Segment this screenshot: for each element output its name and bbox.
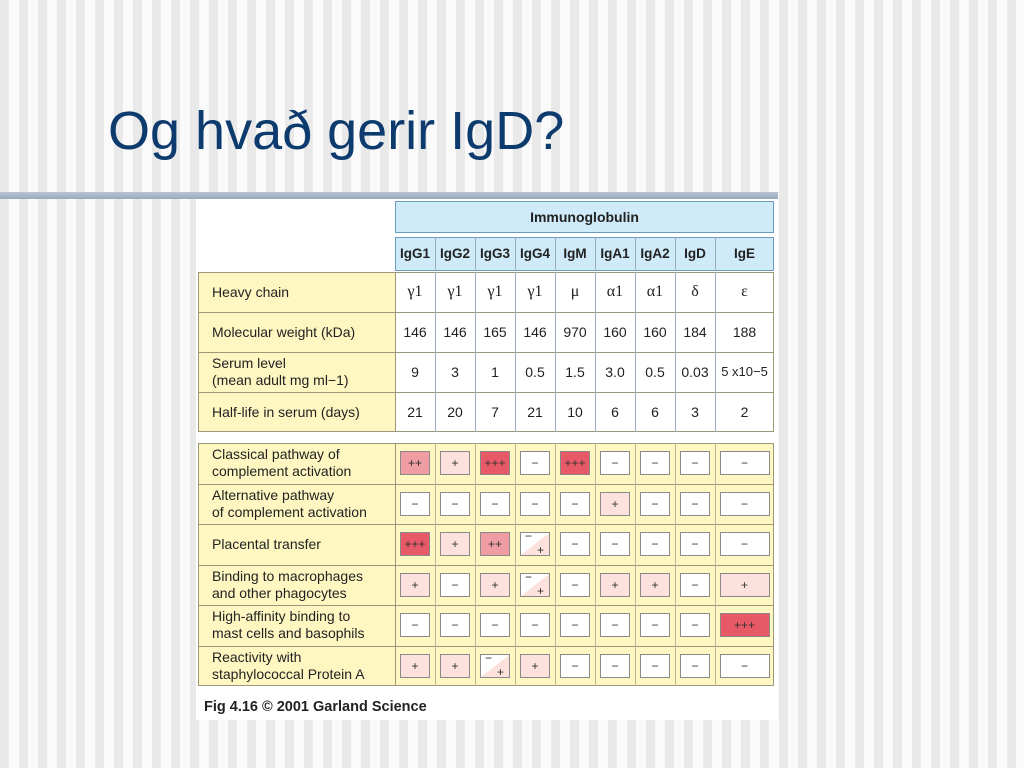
- activity-cell: +: [400, 573, 430, 597]
- column-divider: [555, 352, 556, 392]
- column-divider: [635, 646, 636, 687]
- column-divider: [435, 484, 436, 525]
- activity-cell: +++: [480, 451, 510, 475]
- value-cell: 146: [443, 324, 467, 340]
- column-divider: [595, 392, 596, 432]
- column-divider: [715, 484, 716, 525]
- value-cell: 0.5: [525, 364, 545, 380]
- column-divider: [475, 443, 476, 484]
- activity-cell: +++: [720, 613, 770, 637]
- activity-cell: −: [640, 532, 670, 556]
- column-divider: [635, 605, 636, 646]
- activity-cell: +: [600, 573, 630, 597]
- column-header-igd: IgD: [684, 246, 706, 261]
- value-cell: 165: [483, 324, 507, 340]
- row-divider: [198, 646, 774, 647]
- value-cell: γ1: [447, 283, 463, 300]
- value-cell: 21: [407, 404, 423, 420]
- activity-cell: +: [400, 654, 430, 678]
- column-divider: [435, 312, 436, 352]
- column-divider: [475, 392, 476, 432]
- value-cell: α1: [646, 283, 664, 300]
- column-divider: [595, 524, 596, 565]
- column-divider: [555, 312, 556, 352]
- row-label-line: complement activation: [212, 463, 352, 480]
- row-label: [212, 446, 351, 480]
- column-divider: [435, 392, 436, 432]
- column-divider: [675, 646, 676, 687]
- column-divider: [435, 646, 436, 687]
- column-divider: [595, 352, 596, 392]
- value-cell: 2: [740, 404, 749, 420]
- column-divider: [715, 646, 716, 687]
- row-label: [212, 355, 349, 389]
- column-divider: [635, 237, 636, 271]
- value-cell: γ1: [487, 283, 503, 300]
- column-header-igg2: IgG2: [439, 246, 470, 261]
- value-cell: 146: [523, 324, 547, 340]
- row-label-line: Half-life in serum (days): [212, 403, 360, 420]
- value-cell: 6: [611, 404, 619, 420]
- column-divider: [595, 312, 596, 352]
- value-cell: 0.03: [681, 364, 709, 380]
- row-label-line: Serum level: [212, 355, 286, 371]
- column-divider: [595, 605, 596, 646]
- column-divider: [475, 272, 476, 312]
- activity-cell: −: [600, 613, 630, 637]
- row-divider: [198, 352, 774, 353]
- row-label: [212, 324, 355, 340]
- column-divider: [635, 443, 636, 484]
- value-cell: 7: [491, 404, 499, 420]
- activity-cell: ++: [400, 451, 430, 475]
- column-divider: [555, 484, 556, 525]
- activity-cell: −: [640, 451, 670, 475]
- column-divider: [635, 352, 636, 392]
- activity-cell: −: [640, 654, 670, 678]
- row-label-line: Binding to macrophages: [212, 567, 363, 584]
- column-divider: [555, 237, 556, 271]
- value-cell: 3: [691, 404, 699, 420]
- column-divider: [595, 272, 596, 312]
- row-label-line: staphylococcal Protein A: [212, 665, 365, 682]
- column-divider: [515, 646, 516, 687]
- variable-minus-mark: −: [485, 650, 493, 665]
- variable-plus-mark: +: [496, 664, 504, 679]
- activity-cell: +: [600, 492, 630, 516]
- activity-cell: ++: [480, 532, 510, 556]
- activity-cell: −: [680, 532, 710, 556]
- variable-plus-mark: +: [536, 543, 544, 558]
- column-divider: [675, 484, 676, 525]
- column-divider: [515, 443, 516, 484]
- activity-cell: −: [480, 613, 510, 637]
- value-cell: 970: [563, 324, 587, 340]
- value-cell: 9: [411, 364, 419, 380]
- column-divider: [635, 524, 636, 565]
- activity-cell: +: [440, 654, 470, 678]
- column-divider: [595, 237, 596, 271]
- row-label-line: and other phagocytes: [212, 584, 347, 601]
- column-divider: [715, 352, 716, 392]
- row-label-line: Heavy chain: [212, 283, 290, 300]
- activity-cell: +++: [560, 451, 590, 475]
- column-divider: [515, 312, 516, 352]
- variable-minus-mark: −: [525, 569, 533, 584]
- column-divider: [635, 312, 636, 352]
- value-cell: 188: [732, 324, 757, 340]
- column-divider: [715, 443, 716, 484]
- column-header-igg3: IgG3: [479, 246, 510, 261]
- value-cell: 160: [603, 324, 627, 340]
- column-divider: [515, 392, 516, 432]
- column-divider: [675, 237, 676, 271]
- row-label-line: of complement activation: [212, 503, 367, 520]
- activity-cell: −: [680, 451, 710, 475]
- column-divider: [595, 565, 596, 606]
- activity-cell: −: [680, 573, 710, 597]
- column-divider: [475, 605, 476, 646]
- activity-cell: +: [520, 654, 550, 678]
- value-cell: 0.5: [645, 364, 665, 380]
- activity-cell: +: [480, 573, 510, 597]
- row-label: [212, 536, 321, 553]
- column-divider: [715, 524, 716, 565]
- activity-cell: +++: [400, 532, 430, 556]
- column-divider: [635, 484, 636, 525]
- activity-cell: −: [480, 492, 510, 516]
- activity-cell: −: [560, 654, 590, 678]
- column-divider: [715, 237, 716, 271]
- value-cell: α1: [606, 283, 624, 300]
- column-divider: [555, 392, 556, 432]
- activity-cell: −: [520, 613, 550, 637]
- row-label-line: mast cells and basophils: [212, 625, 365, 642]
- activity-cell: −: [720, 451, 770, 475]
- column-divider: [595, 646, 596, 687]
- immunoglobulin-table-figure: [196, 199, 778, 720]
- slide-title: Og hvað gerir IgD?: [108, 101, 565, 161]
- column-header-iga1: IgA1: [600, 246, 630, 261]
- figure-caption: Fig 4.16 © 2001 Garland Science: [204, 699, 427, 715]
- row-label: [212, 649, 365, 683]
- column-divider: [475, 312, 476, 352]
- column-divider: [555, 605, 556, 646]
- variable-plus-mark: +: [536, 583, 544, 598]
- column-divider: [515, 272, 516, 312]
- activity-cell: −: [560, 613, 590, 637]
- value-cell: γ1: [407, 283, 423, 300]
- column-divider: [635, 565, 636, 606]
- activity-cell: +: [640, 573, 670, 597]
- row-label-line: (mean adult mg ml−1): [212, 372, 349, 388]
- table-header-immunoglobulin: Immunoglobulin: [395, 201, 774, 233]
- column-divider: [515, 524, 516, 565]
- column-header-igg1: IgG1: [399, 246, 430, 261]
- row-divider: [198, 392, 774, 393]
- activity-cell: −: [680, 654, 710, 678]
- value-cell: 160: [643, 324, 667, 340]
- column-divider: [435, 605, 436, 646]
- column-divider: [435, 272, 436, 312]
- row-divider: [198, 605, 774, 606]
- row-label-line: High-affinity binding to: [212, 608, 351, 625]
- column-divider: [675, 272, 676, 312]
- value-cell: ε: [741, 283, 748, 300]
- row-divider: [198, 524, 774, 525]
- value-cell: 184: [683, 324, 707, 340]
- column-divider: [675, 392, 676, 432]
- activity-cell: −: [600, 451, 630, 475]
- column-divider: [435, 524, 436, 565]
- column-divider: [595, 443, 596, 484]
- activity-cell: −: [560, 532, 590, 556]
- activity-cell: −: [640, 492, 670, 516]
- row-label: [212, 284, 289, 300]
- column-divider: [675, 352, 676, 392]
- activity-cell: [520, 529, 550, 558]
- activity-cell: −: [720, 532, 770, 556]
- value-cell: 20: [447, 404, 463, 420]
- activity-cell: −: [400, 492, 430, 516]
- column-divider: [475, 565, 476, 606]
- activity-cell: −: [720, 654, 770, 678]
- activity-cell: −: [440, 613, 470, 637]
- row-label: [212, 404, 360, 420]
- activity-cell: [520, 569, 550, 598]
- column-divider: [555, 646, 556, 687]
- column-divider: [515, 237, 516, 271]
- row-label: [212, 608, 365, 642]
- variable-minus-mark: −: [525, 529, 533, 544]
- column-divider: [595, 484, 596, 525]
- column-divider: [715, 565, 716, 606]
- row-label-line: Molecular weight (kDa): [212, 323, 356, 340]
- activity-cell: −: [680, 492, 710, 516]
- column-divider: [715, 392, 716, 432]
- value-cell: 5 x10−5: [721, 364, 768, 379]
- value-cell: 1.5: [565, 364, 585, 380]
- column-header-igg4: IgG4: [519, 246, 550, 261]
- column-divider: [515, 605, 516, 646]
- column-divider: [435, 352, 436, 392]
- column-divider: [715, 312, 716, 352]
- row-label-line: Alternative pathway: [212, 486, 335, 503]
- value-cell: 6: [651, 404, 659, 420]
- activity-cell: −: [440, 573, 470, 597]
- value-cell: μ: [570, 283, 580, 300]
- row-label: [212, 487, 367, 521]
- activity-cell: −: [600, 654, 630, 678]
- column-header-iga2: IgA2: [640, 246, 670, 261]
- activity-cell: +: [440, 451, 470, 475]
- column-divider: [515, 352, 516, 392]
- column-divider: [675, 524, 676, 565]
- row-label-line: Classical pathway of: [212, 446, 340, 463]
- value-cell: γ1: [527, 283, 543, 300]
- row-divider: [198, 484, 774, 485]
- column-divider: [435, 237, 436, 271]
- column-divider: [475, 646, 476, 687]
- column-divider: [435, 443, 436, 484]
- column-divider: [515, 484, 516, 525]
- activity-cell: −: [440, 492, 470, 516]
- row-label-line: Placental transfer: [212, 535, 321, 552]
- column-divider: [555, 565, 556, 606]
- activity-cell: −: [680, 613, 710, 637]
- column-header-igm: IgM: [563, 246, 587, 261]
- column-divider: [715, 272, 716, 312]
- activity-cell: [480, 650, 510, 679]
- title-divider: [0, 192, 778, 199]
- column-divider: [475, 237, 476, 271]
- value-cell: 21: [527, 404, 543, 420]
- column-divider: [675, 565, 676, 606]
- row-label-line: Reactivity with: [212, 648, 302, 665]
- value-cell: 3: [451, 364, 459, 380]
- value-cell: 3.0: [605, 364, 625, 380]
- column-divider: [675, 443, 676, 484]
- column-divider: [475, 484, 476, 525]
- row-label: [212, 568, 363, 602]
- value-cell: 10: [567, 404, 583, 420]
- column-divider: [555, 272, 556, 312]
- column-divider: [635, 272, 636, 312]
- column-divider: [555, 443, 556, 484]
- value-cell: 1: [491, 364, 499, 380]
- activity-cell: −: [400, 613, 430, 637]
- column-divider: [475, 352, 476, 392]
- column-divider: [555, 524, 556, 565]
- row-divider: [198, 565, 774, 566]
- activity-cell: −: [560, 573, 590, 597]
- column-header-ige: IgE: [733, 246, 755, 261]
- activity-cell: −: [640, 613, 670, 637]
- column-divider: [635, 392, 636, 432]
- activity-cell: −: [560, 492, 590, 516]
- row-divider: [198, 312, 774, 313]
- activity-cell: +: [440, 532, 470, 556]
- activity-cell: −: [520, 492, 550, 516]
- column-divider: [675, 312, 676, 352]
- activity-cell: −: [600, 532, 630, 556]
- value-cell: δ: [691, 283, 699, 300]
- column-divider: [675, 605, 676, 646]
- activity-cell: −: [720, 492, 770, 516]
- column-divider: [715, 605, 716, 646]
- activity-cell: −: [520, 451, 550, 475]
- column-divider: [435, 565, 436, 606]
- value-cell: 146: [403, 324, 427, 340]
- column-divider: [475, 524, 476, 565]
- column-divider: [515, 565, 516, 606]
- activity-cell: +: [720, 573, 770, 597]
